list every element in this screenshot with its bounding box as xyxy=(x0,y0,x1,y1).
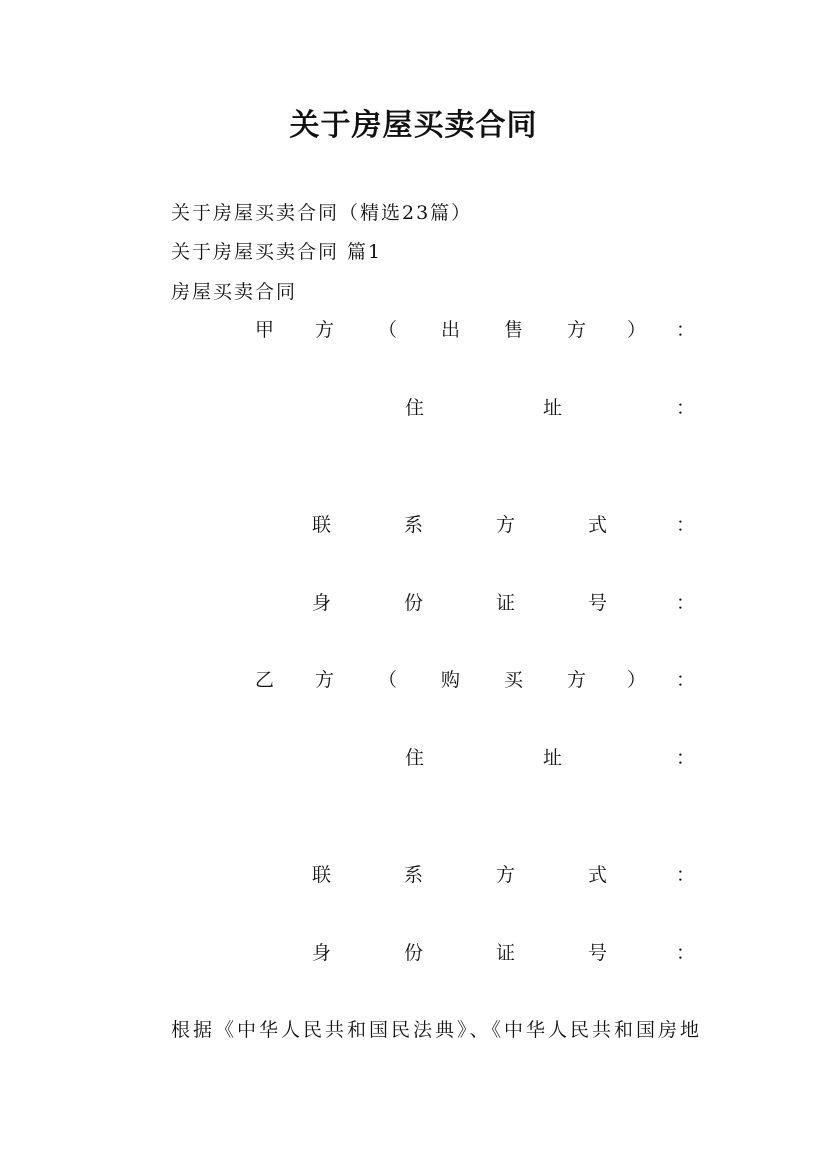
party-a-contact-char-4: 式 xyxy=(588,514,608,536)
party-b-char-6: 方 xyxy=(567,669,587,691)
party-a-char-3: （ xyxy=(378,319,398,341)
party-b-char-2: 方 xyxy=(315,669,335,691)
party-b-char-4: 购 xyxy=(441,669,461,691)
intro-line-collection: 关于房屋买卖合同（精选23篇） xyxy=(171,202,473,224)
party-a-char-6: 方 xyxy=(567,319,587,341)
party-b-contact-row xyxy=(0,860,827,886)
party-a-char-4: 出 xyxy=(441,319,461,341)
party-a-id-colon: ： xyxy=(676,592,696,614)
party-a-contact-colon: ： xyxy=(676,514,696,536)
party-a-address-colon: ： xyxy=(676,397,696,419)
party-a-char-1: 甲 xyxy=(255,319,275,341)
party-a-id-char-2: 份 xyxy=(404,592,424,614)
party-a-id-char-1: 身 xyxy=(312,592,332,614)
party-b-char-1: 乙 xyxy=(255,669,275,691)
party-b-char-5: 买 xyxy=(504,669,524,691)
party-a-char-7: ） xyxy=(627,319,647,341)
party-a-char-8: ： xyxy=(676,319,696,341)
party-b-contact-colon: ： xyxy=(676,864,696,886)
party-b-id-char-3: 证 xyxy=(496,942,516,964)
party-b-address-colon: ： xyxy=(676,747,696,769)
party-a-contact-char-1: 联 xyxy=(312,514,332,536)
intro-line-article: 关于房屋买卖合同 篇1 xyxy=(171,241,383,263)
party-a-contact-row xyxy=(0,510,827,536)
party-b-id-colon: ： xyxy=(676,942,696,964)
party-b-char-8: ： xyxy=(676,669,696,691)
party-a-contact-char-3: 方 xyxy=(496,514,516,536)
document-title: 关于房屋买卖合同 xyxy=(289,108,538,143)
party-b-address-char-1: 住 xyxy=(405,747,425,769)
party-b-address-row xyxy=(0,743,827,769)
party-a-id-char-3: 证 xyxy=(496,592,516,614)
closing-line: 根据《中华人民共和国民法典》、《中华人民共和国房地 xyxy=(171,1019,703,1041)
party-b-id-char-1: 身 xyxy=(312,942,332,964)
party-b-contact-char-2: 系 xyxy=(404,864,424,886)
party-b-id-row xyxy=(0,938,827,964)
party-b-address-char-2: 址 xyxy=(543,747,563,769)
party-a-address-char-2: 址 xyxy=(543,397,563,419)
party-a-address-row xyxy=(0,393,827,419)
party-b-contact-char-1: 联 xyxy=(312,864,332,886)
intro-line-contract-name: 房屋买卖合同 xyxy=(171,281,298,303)
party-a-id-row xyxy=(0,588,827,614)
party-b-char-7: ） xyxy=(627,669,647,691)
party-a-address-char-1: 住 xyxy=(405,397,425,419)
party-b-id-char-4: 号 xyxy=(588,942,608,964)
party-a-id-char-4: 号 xyxy=(588,592,608,614)
party-a-char-5: 售 xyxy=(504,319,524,341)
party-a-heading xyxy=(0,315,827,341)
party-b-id-char-2: 份 xyxy=(404,942,424,964)
party-b-contact-char-4: 式 xyxy=(588,864,608,886)
party-a-char-2: 方 xyxy=(315,319,335,341)
party-b-contact-char-3: 方 xyxy=(496,864,516,886)
party-b-heading xyxy=(0,665,827,691)
party-b-char-3: （ xyxy=(378,669,398,691)
party-a-contact-char-2: 系 xyxy=(404,514,424,536)
